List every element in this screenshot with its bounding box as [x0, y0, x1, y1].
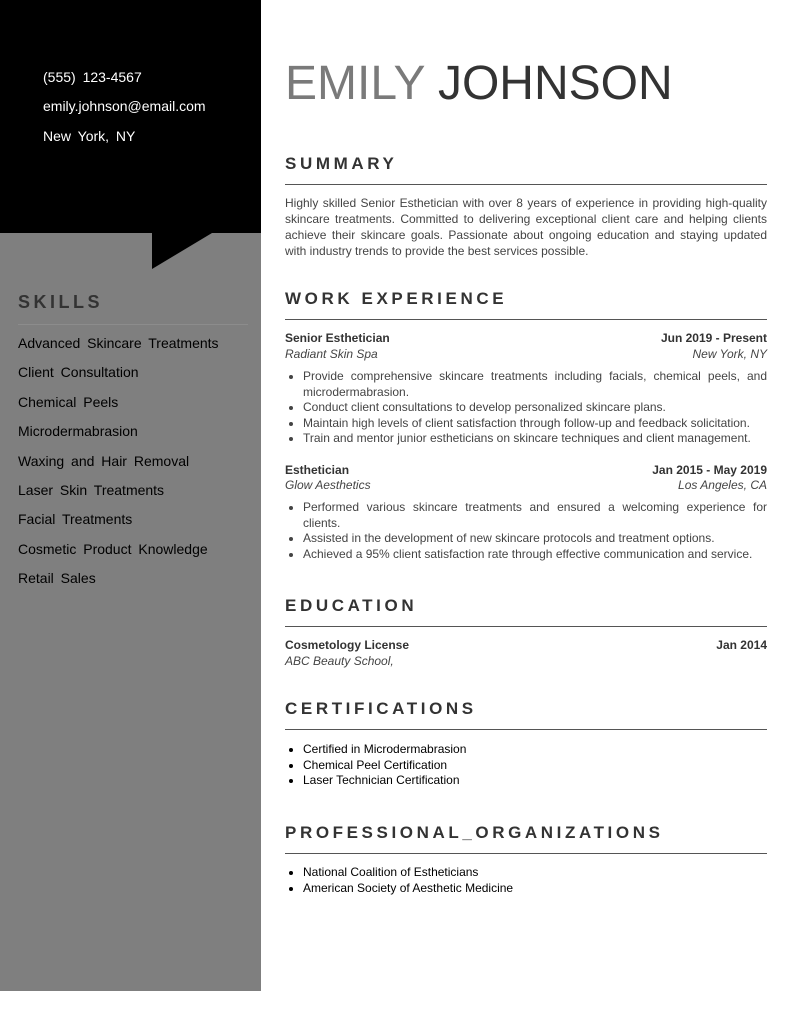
summary-text: Highly skilled Senior Esthetician with over 8 years of experience in providing high-quality skincare treatments. Committed to delivering exceptional client care and helping clients achieve their skincare goals. Passionate about ongoing education and staying updated with industry trends to provide the best services possible.: [285, 196, 767, 258]
list-item: • Assisted in the development of new skincare protocols and treatment options.: [303, 531, 767, 547]
list-item: • Conduct client consultations to develop personalized skincare plans.: [303, 400, 767, 416]
first-name: EMILY: [285, 57, 425, 110]
list-item: • Maintain high levels of client satisfaction through follow-up and feedback solicitation.: [303, 416, 767, 432]
job-bullets: [285, 369, 767, 447]
certifications-list: [285, 742, 767, 789]
skill-item: Waxing and Hair Removal: [18, 453, 190, 469]
list-item: • Achieved a 95% client satisfaction rate through effective communication and service.: [303, 547, 767, 563]
organizations-divider: [285, 853, 767, 854]
skill-item: Client Consultation: [18, 364, 139, 380]
education-school: ABC Beauty School,: [285, 654, 394, 668]
experience-heading: WORK EXPERIENCE: [285, 289, 508, 308]
education-divider: [285, 626, 767, 627]
contact-location: New York, NY: [43, 128, 136, 144]
job-company: Radiant Skin Spa: [285, 347, 378, 361]
list-item: • Performed various skincare treatments and ensured a welcoming experience for clients.: [303, 500, 767, 531]
list-item: • Train and mentor junior estheticians on skincare techniques and client management.: [303, 431, 767, 447]
certifications-divider: [285, 729, 767, 730]
skill-item: Advanced Skincare Treatments: [18, 335, 219, 351]
list-item: • Certified in Microdermabrasion: [303, 742, 767, 758]
skill-item: Facial Treatments: [18, 511, 133, 527]
skill-item: Cosmetic Product Knowledge: [18, 541, 208, 557]
skill-item: Retail Sales: [18, 570, 96, 586]
job-dates: Jan 2015 - May 2019: [652, 463, 767, 477]
last-name: JOHNSON: [437, 57, 673, 110]
education-heading: EDUCATION: [285, 596, 418, 615]
skills-divider: [18, 324, 248, 325]
contact-phone: (555) 123-4567: [43, 69, 142, 85]
job-location: New York, NY: [692, 347, 767, 361]
summary-divider: [285, 184, 767, 185]
contact-block: [0, 0, 261, 233]
skill-item: Chemical Peels: [18, 394, 119, 410]
skill-item: Laser Skin Treatments: [18, 482, 165, 498]
education-date: Jan 2014: [716, 638, 767, 652]
experience-divider: [285, 319, 767, 320]
job-role: Esthetician: [285, 463, 350, 477]
education-degree: Cosmetology License: [285, 638, 410, 652]
candidate-name: [285, 56, 673, 111]
job-location: Los Angeles, CA: [678, 478, 767, 492]
skills-heading: SKILLS: [18, 292, 104, 312]
job-company: Glow Aesthetics: [285, 478, 371, 492]
job-bullets: [285, 500, 767, 562]
list-item: • Chemical Peel Certification: [303, 758, 767, 774]
certifications-heading: CERTIFICATIONS: [285, 699, 477, 718]
skill-item: Microdermabrasion: [18, 423, 138, 439]
contact-pointer: [152, 233, 212, 269]
list-item: • Provide comprehensive skincare treatments including facials, chemical peels, and microdermabrasion.: [303, 369, 767, 400]
list-item: • National Coalition of Estheticians: [303, 865, 767, 881]
organizations-heading: PROFESSIONAL_ORGANIZATIONS: [285, 823, 664, 842]
list-item: • Laser Technician Certification: [303, 773, 767, 789]
contact-email: emily.johnson@email.com: [43, 98, 206, 114]
organizations-list: [285, 865, 767, 896]
job-role: Senior Esthetician: [285, 331, 390, 345]
job-dates: Jun 2019 - Present: [660, 331, 767, 345]
list-item: • American Society of Aesthetic Medicine: [303, 881, 767, 897]
summary-heading: SUMMARY: [285, 154, 398, 173]
